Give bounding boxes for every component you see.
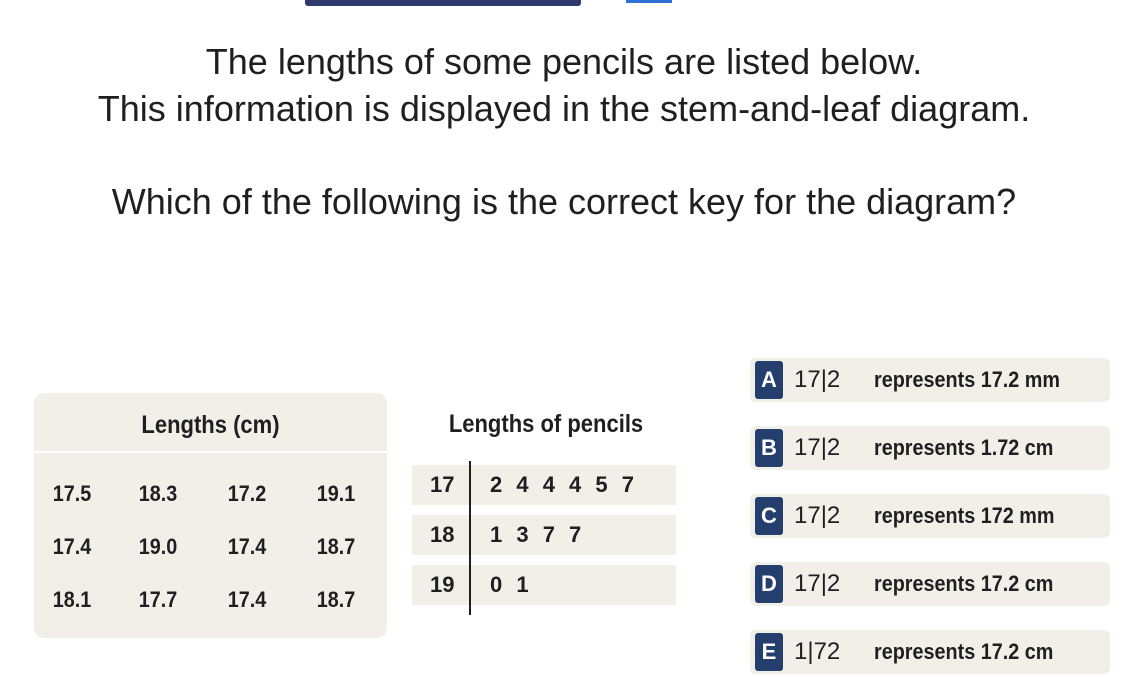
stem-leaf-row: [412, 515, 676, 555]
lengths-table: [34, 393, 387, 638]
top-progress-bar: [305, 0, 581, 6]
option-c[interactable]: [750, 494, 1110, 538]
leaves: 2 4 4 4 5 7: [490, 472, 635, 497]
leaves: 1 3 7 7: [490, 522, 583, 547]
option-key: 17|2: [794, 434, 841, 461]
table-cell: 18.7: [316, 587, 356, 612]
table-cell: 18.1: [52, 587, 92, 612]
table-cell: 17.4: [52, 534, 92, 559]
leaves: 0 1: [490, 572, 530, 597]
option-text: represents 17.2 cm: [874, 639, 1054, 664]
top-accent-bar: [626, 0, 672, 3]
stem-leaf-row: [412, 465, 676, 505]
option-text: represents 172 mm: [874, 503, 1055, 528]
option-key: 17|2: [794, 502, 841, 529]
option-letter-badge: D: [755, 565, 783, 603]
question-line-2: This information is displayed in the stem-and-leaf diagram.: [97, 88, 1031, 129]
table-cell: 17.4: [227, 534, 267, 559]
option-key: 17|2: [794, 570, 841, 597]
table-cell: 17.5: [52, 481, 92, 506]
table-cell: 17.4: [227, 587, 267, 612]
table-cell: 19.1: [316, 481, 356, 506]
lengths-table-title: Lengths (cm): [141, 411, 280, 439]
stem: 18: [430, 522, 455, 547]
option-letter-badge: E: [755, 633, 783, 671]
option-letter-badge: B: [755, 429, 783, 467]
option-text: represents 17.2 cm: [874, 571, 1054, 596]
option-letter-badge: A: [755, 361, 783, 399]
stem: 17: [430, 472, 455, 497]
table-cell: 17.7: [138, 587, 178, 612]
option-text: represents 17.2 mm: [874, 367, 1061, 392]
stem-leaf-title: Lengths of pencils: [448, 410, 644, 438]
option-a[interactable]: [750, 358, 1110, 402]
option-d[interactable]: [750, 562, 1110, 606]
option-letter-badge: C: [755, 497, 783, 535]
table-cell: 19.0: [138, 534, 178, 559]
question-line-3: Which of the following is the correct key for the diagram?: [111, 181, 1017, 222]
stem: 19: [430, 572, 455, 597]
table-cell: 17.2: [227, 481, 267, 506]
stem-leaf-divider: [469, 461, 471, 615]
question-line-1: The lengths of some pencils are listed below.: [205, 41, 923, 82]
option-e[interactable]: [750, 630, 1110, 674]
option-b[interactable]: [750, 426, 1110, 470]
option-text: represents 1.72 cm: [874, 435, 1054, 460]
option-key: 17|2: [794, 366, 841, 393]
table-divider: [34, 451, 387, 453]
table-cell: 18.7: [316, 534, 356, 559]
option-key: 1|72: [794, 638, 841, 665]
table-cell: 18.3: [138, 481, 178, 506]
stem-leaf-row: [412, 565, 676, 605]
